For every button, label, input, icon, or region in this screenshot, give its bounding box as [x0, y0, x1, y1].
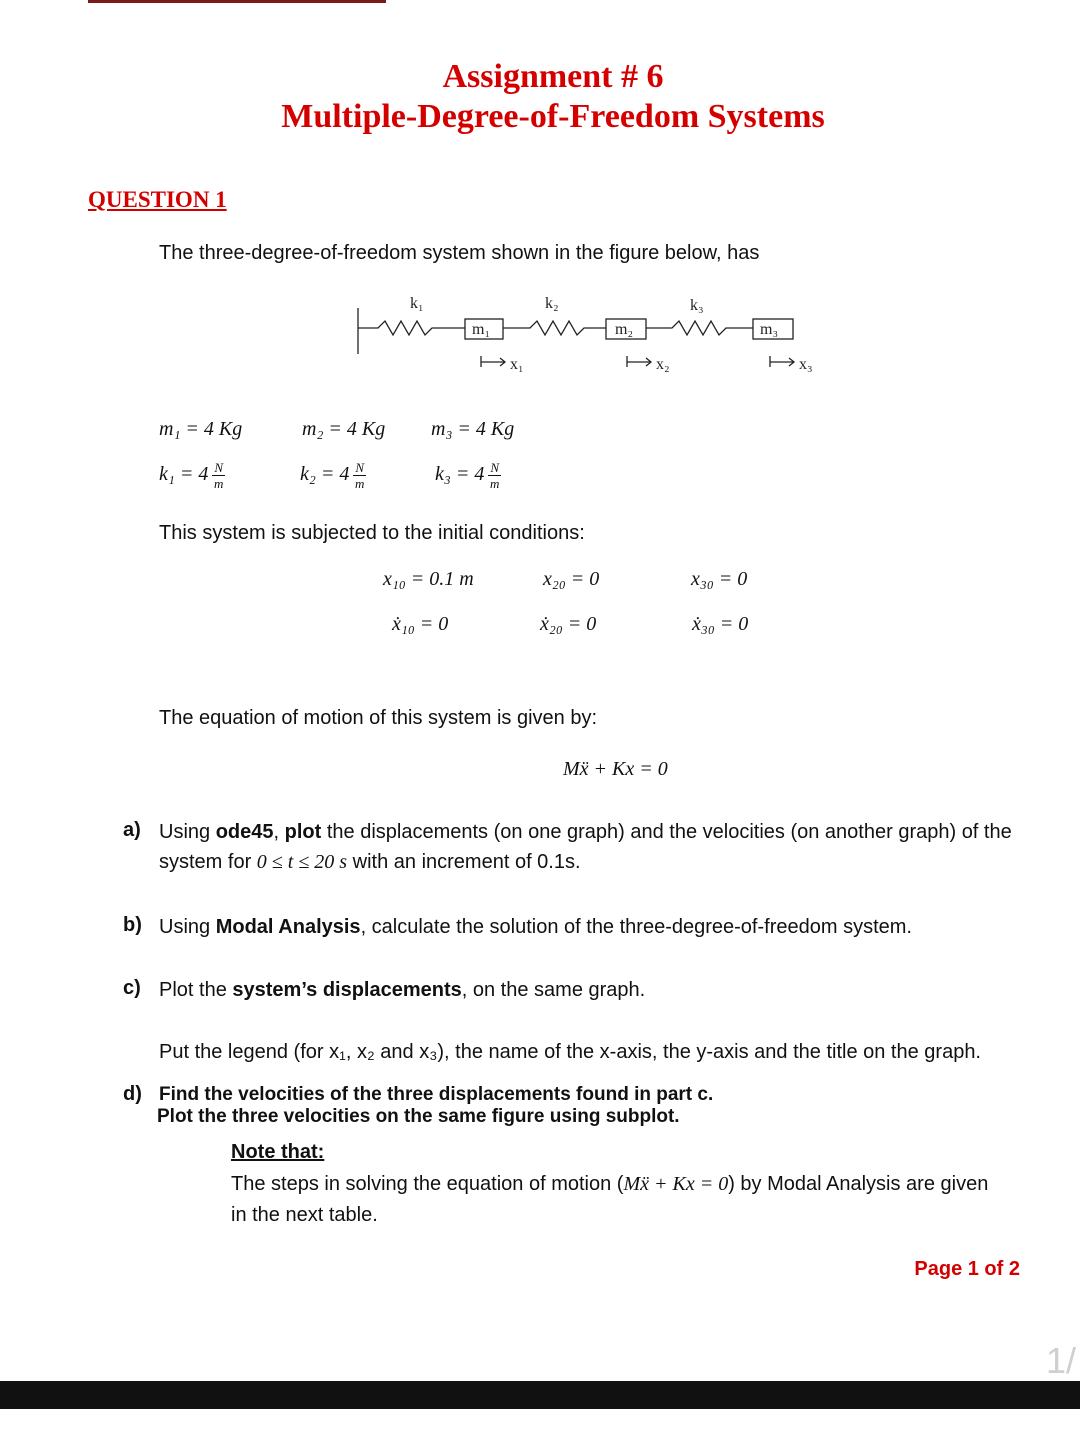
bottom-bar: [0, 1381, 1080, 1409]
arrow-x2: [627, 356, 651, 367]
ic-x10: x₁₀ = 0.1 m: [383, 568, 474, 590]
part-a-line1: Using ode45, plot the displacements (on one graph) and the velocities (on another graph) of the: [159, 821, 1012, 843]
part-d-line1: Find the velocities of the three displacements found in part c.: [159, 1084, 714, 1105]
note-line2: in the next table.: [231, 1204, 378, 1226]
label-m2: m₂: [615, 321, 634, 338]
part-a-label: a): [123, 819, 141, 841]
param-m3: m₃ = 4 Kg: [431, 418, 515, 440]
page-number: Page 1 of 2: [914, 1258, 1020, 1280]
label-m3: m₃: [760, 321, 779, 338]
ic-xdot10: ẋ₁₀ = 0: [392, 613, 449, 635]
param-m2: m₂ = 4 Kg: [302, 418, 386, 440]
mass-spring-figure: [340, 288, 840, 378]
part-b-label: b): [123, 914, 142, 936]
param-k1: k₁ = 4 $\frac{N}{m}$: [159, 460, 224, 491]
top-rule: [88, 0, 386, 3]
spring-k2: [503, 321, 606, 335]
label-x3: x₃: [799, 356, 813, 373]
part-c-legend-note: Put the legend (for x₁, x₂ and x₃), the name of the x-axis, the y-axis and the title on the graph.: [159, 1041, 981, 1063]
arrow-x1: [481, 356, 505, 367]
ic-xdot30: ẋ₃₀ = 0: [692, 613, 749, 635]
label-m1: m₁: [472, 321, 491, 338]
page-indicator: 1/: [1046, 1340, 1077, 1381]
label-x1: x₁: [510, 356, 524, 373]
part-d-label: d): [123, 1083, 142, 1105]
param-k3: k₃ = 4 $\frac{N}{m}$: [435, 460, 500, 491]
assignment-title: Assignment # 6: [442, 58, 664, 95]
ic-x30: x₃₀ = 0: [691, 568, 748, 590]
label-k1: k₁: [410, 295, 424, 312]
param-m1: m₁ = 4 Kg: [159, 418, 243, 440]
part-d-line2: Plot the three velocities on the same figure using subplot.: [157, 1106, 680, 1127]
param-k2: k₂ = 4 $\frac{N}{m}$: [300, 460, 365, 491]
note-line1: The steps in solving the equation of motion (Mẍ + Kx = 0) by Modal Analysis are given: [231, 1173, 989, 1195]
unit-fraction: $\frac{N}{m}$: [354, 460, 365, 491]
equation-intro: The equation of motion of this system is given by:: [159, 707, 597, 729]
spring-k1: [358, 321, 465, 335]
part-b-text: Using Modal Analysis, calculate the solution of the three-degree-of-freedom system.: [159, 916, 912, 938]
unit-fraction: $\frac{N}{m}$: [489, 460, 500, 491]
assignment-subtitle: Multiple-Degree-of-Freedom Systems: [281, 98, 825, 135]
question-label: QUESTION 1: [88, 187, 227, 212]
equation-of-motion: Mẍ + Kx = 0: [563, 758, 668, 780]
label-x2: x₂: [656, 356, 670, 373]
label-k2: k₂: [545, 295, 559, 312]
note-heading: Note that:: [231, 1141, 325, 1163]
ic-x20: x₂₀ = 0: [543, 568, 600, 590]
arrow-x3: [770, 356, 794, 367]
label-k3: k₃: [690, 297, 704, 314]
unit-fraction: $\frac{N}{m}$: [213, 460, 224, 491]
part-c-text: Plot the system’s displacements, on the same graph.: [159, 979, 646, 1001]
spring-k3: [646, 321, 753, 335]
part-a-line2: system for 0 ≤ t ≤ 20 s with an increment of 0.1s.: [159, 851, 581, 873]
initial-conditions-intro: This system is subjected to the initial conditions:: [159, 522, 585, 544]
question-intro: The three-degree-of-freedom system shown in the figure below, has: [159, 242, 760, 264]
ic-xdot20: ẋ₂₀ = 0: [540, 613, 597, 635]
part-c-label: c): [123, 977, 141, 999]
